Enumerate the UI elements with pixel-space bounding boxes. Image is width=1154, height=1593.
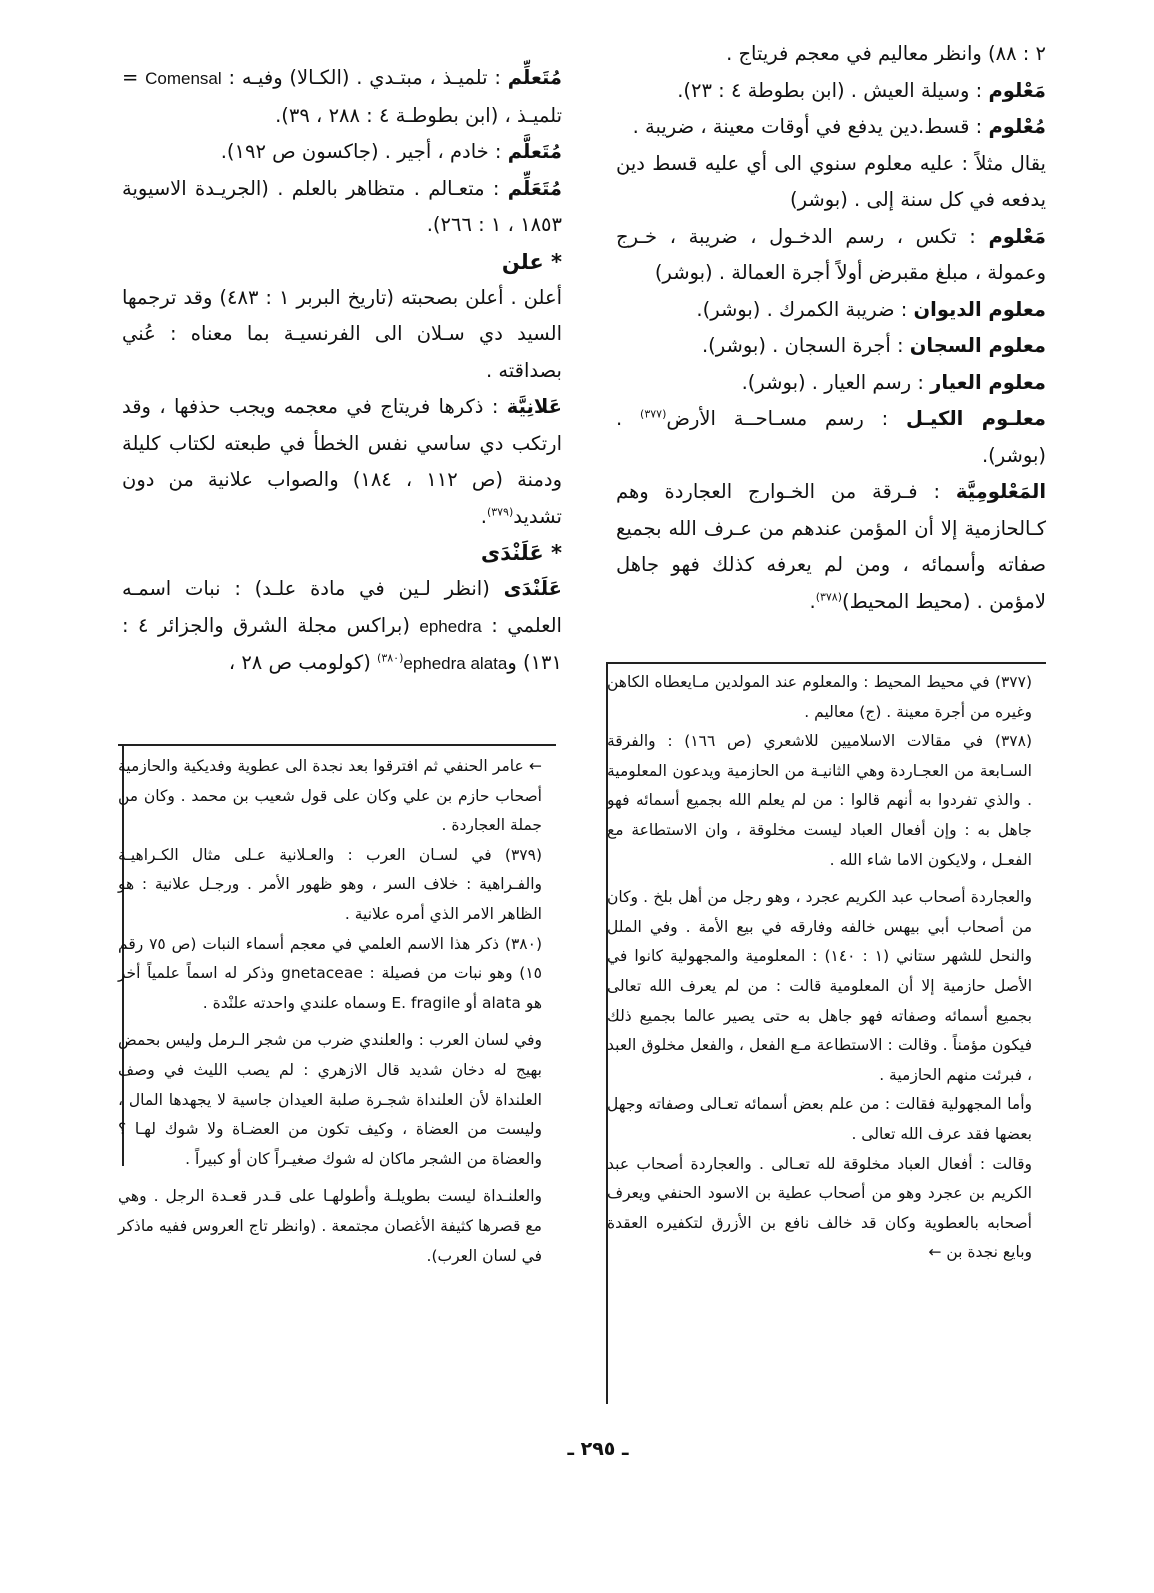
headword: مَعْلوم — [988, 78, 1046, 102]
entry-alanda — [122, 571, 562, 683]
footnotes-left — [118, 752, 542, 1271]
latin-term: ephedra — [419, 616, 482, 636]
footnote-380-lisan: وفي لسان العرب : والعلندي ضرب من شجر الـرمل وليس بحمض بهيج له دخان شديد قال الازهري : لم يصب الليث في وصف العلنداة لأن العلنداة شجـرة صلبة العيدان جاسية لا يجهدها المال ، وليست من العضاة ، وكيف تكون من العضـاة ولا شوك لهـا ؟ والعضاة من الشجر ماكان له شوك صغيـراً كان أو كبيراً . — [118, 1031, 542, 1168]
entry-example — [616, 146, 1046, 219]
right-column — [616, 36, 1046, 620]
footnote-378: (٣٧٨) في مقالات الاسلاميين للاشعري (ص ١٦٦) : والفرقة السـابعة من العجـاردة وهي الثانيـة من الحازمية ويدعون المعلومية . والذي تفردوا به أنهم قالوا : من لم يعلم الله بجميع أسمائه فهو جاهل به : وإن أفعال العباد ليست مخلوقة ، وان الاستطاعة مع الفعـل ، ولايكون الاما شاء الله . — [607, 732, 1032, 869]
footnote-continued: ← عامر الحنفي ثم افترقوا بعد نجدة الى عطوية وفديكية والحازمية أصحاب حازم بن علي وكان على قول شعيب بن محمد . وكان من جملة العجاردة . — [118, 757, 542, 835]
entry-text: : تلميـذ ، مبتـدي . (الكـالا) وفيـه : — [228, 66, 501, 89]
spacer — [607, 875, 1032, 883]
headword: مُتَعلَّم — [507, 140, 562, 163]
entry-maalum-2 — [616, 109, 1046, 146]
footnote-ref: (٣٧٩) — [486, 505, 514, 518]
entry-text: : أجرة السجان . (بوشر). — [701, 334, 904, 357]
entry-text: : قسط.دين يدفع في أوقات معينة ، ضريبة . — [632, 115, 983, 138]
headword: معلوم السجان — [909, 334, 1046, 357]
latin-term: Comensal — [145, 69, 222, 88]
entry-text: : ضريبة الكمرك . (بوشر). — [696, 297, 908, 321]
spacer — [118, 1174, 542, 1182]
entry-continuation — [616, 36, 1046, 73]
footnote-separator-left — [118, 744, 556, 746]
entry-maalum-1 — [616, 73, 1046, 110]
footnote-377: (٣٧٧) في محيط المحيط : والمعلوم عند المولدين مـايعطاه الكاهن وغيره من أجرة معينة . (ج) معاليم . — [607, 673, 1032, 721]
entry-alan — [122, 280, 562, 390]
entry-text: أعلن . أعلن بصحبته (تاريخ البربر ١ : ٤٨٣) وقد ترجمها السيد دي سـلان الى الفرنسيـة بما معناه : عُني بصداقته . — [122, 285, 562, 382]
headword: معلـوم الكيـل — [905, 407, 1047, 430]
headword: مُتَعَلِّم — [507, 176, 562, 200]
entry-mutaallam — [122, 134, 562, 171]
spacer — [118, 1018, 542, 1026]
footnote-378-majhuliyya: وأما المجهولية فقالت : من علم بعض أسمائه تعـالى وصفاته وجهل بعضها فقد عرف الله تعالى . — [607, 1095, 1032, 1143]
headword: المَعْلومِيَّة — [955, 480, 1047, 503]
entry-tail: . (بوشر). — [616, 407, 1046, 467]
footnotes-right — [607, 668, 1032, 1268]
entry-text: : وسيلة العيش . (ابن بطوطة ٤ : ٢٣). — [677, 78, 983, 102]
entry-text: : تكس ، رسم الدخـول ، ضريبة ، خـرج وعمولة ، مبلغ مقبرض أولاً أجرة العمالة . (بوشر) — [616, 224, 1046, 284]
footnote-378-cont: والعجاردة أصحاب عبد الكريم عجرد ، وهو رجل من أهل بلخ . وكان من أصحاب أبي بيهس خالفه وفارقه في بيع الأمة . وفي الملل والنحل للشهر ستاني (١ : ١٤٠) : المعلومية والمجهولية كانوا في الأصل حازمية إلا أن المعلومية قالت : من لم يعرف الله تعالى بجميع أسمائه وصفاته فهو جاهل به حتى يصير عالما بجميع ذلك فيكون مؤمناً . وقالت : الاستطاعة مـع الفعل ، والفعل مخلوق العبد ، فبرئت منهم الحازمية . — [607, 888, 1033, 1084]
entry-mutaallim-1 — [122, 60, 562, 134]
headword: مُعْلوم — [988, 115, 1046, 138]
headword: عَلَنْدَى — [503, 577, 562, 600]
headword: مَعْلوم — [988, 224, 1046, 248]
left-column — [122, 60, 562, 683]
headword: معلوم العيار — [930, 370, 1046, 394]
entry-mutaallim-2 — [122, 171, 562, 244]
entry-maalum-diwan — [616, 292, 1046, 329]
entry-text: ٢ : ٨٨) وانظر معاليم في معجم فريتاج . — [726, 42, 1046, 65]
entry-text: : رسم العيار . (بوشر). — [741, 370, 924, 394]
footnote-380: (٣٨٠) ذكر هذا الاسم العلمي في معجم أسماء النبات (ص ٧٥ رقم ١٥) وهو نبات من فصيلة : gnetaceae وذكر له اسماً علمياً أخر هو alata أو E. fragile وسماه علندي واحدته علنْدة . — [118, 934, 542, 1012]
footnote-ref: (٣٧٨) — [815, 590, 843, 603]
entry-maalum-kayl — [616, 401, 1046, 474]
entry-maalum-ayyar — [616, 365, 1046, 402]
entry-text: يقال مثلاً : عليه معلوم سنوي الى أي عليه قسط دين يدفعه في كل سنة إلى . (بوشر) — [616, 151, 1046, 211]
entry-maalum-3 — [616, 219, 1046, 292]
root-heading-alanda: * عَلَنْدَى — [480, 541, 562, 565]
entry-tail: . — [480, 504, 487, 528]
entry-text: : متعـالم . متظاهر بالعلم . (الجريـدة الاسيوية ١٨٥٣ ، ١ : ٢٦٦). — [122, 176, 562, 236]
entry-tail: . — [809, 589, 816, 613]
entry-text: : رسم مسـاحــة الأرض — [666, 407, 889, 430]
entry-text: : فـرقة من الخـوارج العجاردة وهم كـالحازمية إلا أن المؤمن عندهم من عـرف الله بجميع صفاته وأسمائه ، ومن لم يعرفه كذلك فهو جاهل لامؤمن . (محيط المحيط) — [616, 480, 1046, 613]
entry-maalumiyya — [616, 474, 1046, 620]
entry-text-after: = تلميـذ ، (ابن بطوطـة ٤ : ٢٨٨ ، ٣٩). — [122, 66, 562, 127]
entry-text: : ذكرها فريتاج في معجمه ويجب حذفها ، وقد ارتكب دي ساسي نفس الخطأ في طبعته لكتاب كليلة ودمنة (ص ١١٢ ، ١٨٤) والصواب علانية من دون تشديد — [122, 395, 562, 528]
latin-term-2: ephedra alata — [403, 654, 508, 673]
headword: عَلانِيَّة — [506, 395, 562, 418]
footnote-379: (٣٧٩) في لسـان العرب : والعـلانية عـلى مثال الكـراهيـة والفـراهية : خلاف السر ، وهو ظهور الأمر . ورجـل علانية : هو الظاهر الامر الذي أمره علانية . — [118, 845, 542, 923]
entry-text-after: (براكس مجلة الشرق والجزائر ٤ : ١٣١) و — [122, 613, 562, 674]
entry-text: (انظر لـين في مادة علـد) : نبات اسمـه العلمي : — [122, 577, 562, 637]
root-heading-aln: * علن — [501, 249, 562, 274]
headword: معلوم الديوان — [913, 297, 1046, 321]
page-number: ـ ٢٩٥ ـ — [567, 1438, 629, 1460]
footnote-380-end: والعلنـداة ليست بطويلـة وأطولهـا على قـدر قعـدة الرجل . وهي مع قصرها كثيفة الأغصان مجتمعة . (وانظر تاج العروس ففيه ماذكر في لسان العرب). — [118, 1187, 542, 1265]
footnote-378-end: وقالت : أفعال العباد مخلوقة لله تعـالى . والعجاردة أصحاب عبد الكريم بن عجرد وهو من أصحاب عطية بن الاسود الحنفي ويعرف أصحابه بالعطوية وكان قد خالف نافع بن الأزرق لتكفيره العقدة وبايع نجدة بن ← — [607, 1154, 1032, 1262]
headword: مُتَعلِّم — [507, 66, 562, 89]
entry-text: : خادم ، أجير . (جاكسون ص ١٩٢). — [220, 140, 502, 163]
footnote-ref: (٣٨٠) — [377, 651, 404, 665]
entry-alaniyya — [122, 389, 562, 535]
footnote-separator-right — [606, 662, 1046, 664]
entry-tail: (كولومب ص ٢٨ ، — [228, 651, 378, 674]
entry-maalum-sajjan — [616, 328, 1046, 365]
footnote-ref: (٣٧٧) — [640, 407, 667, 421]
